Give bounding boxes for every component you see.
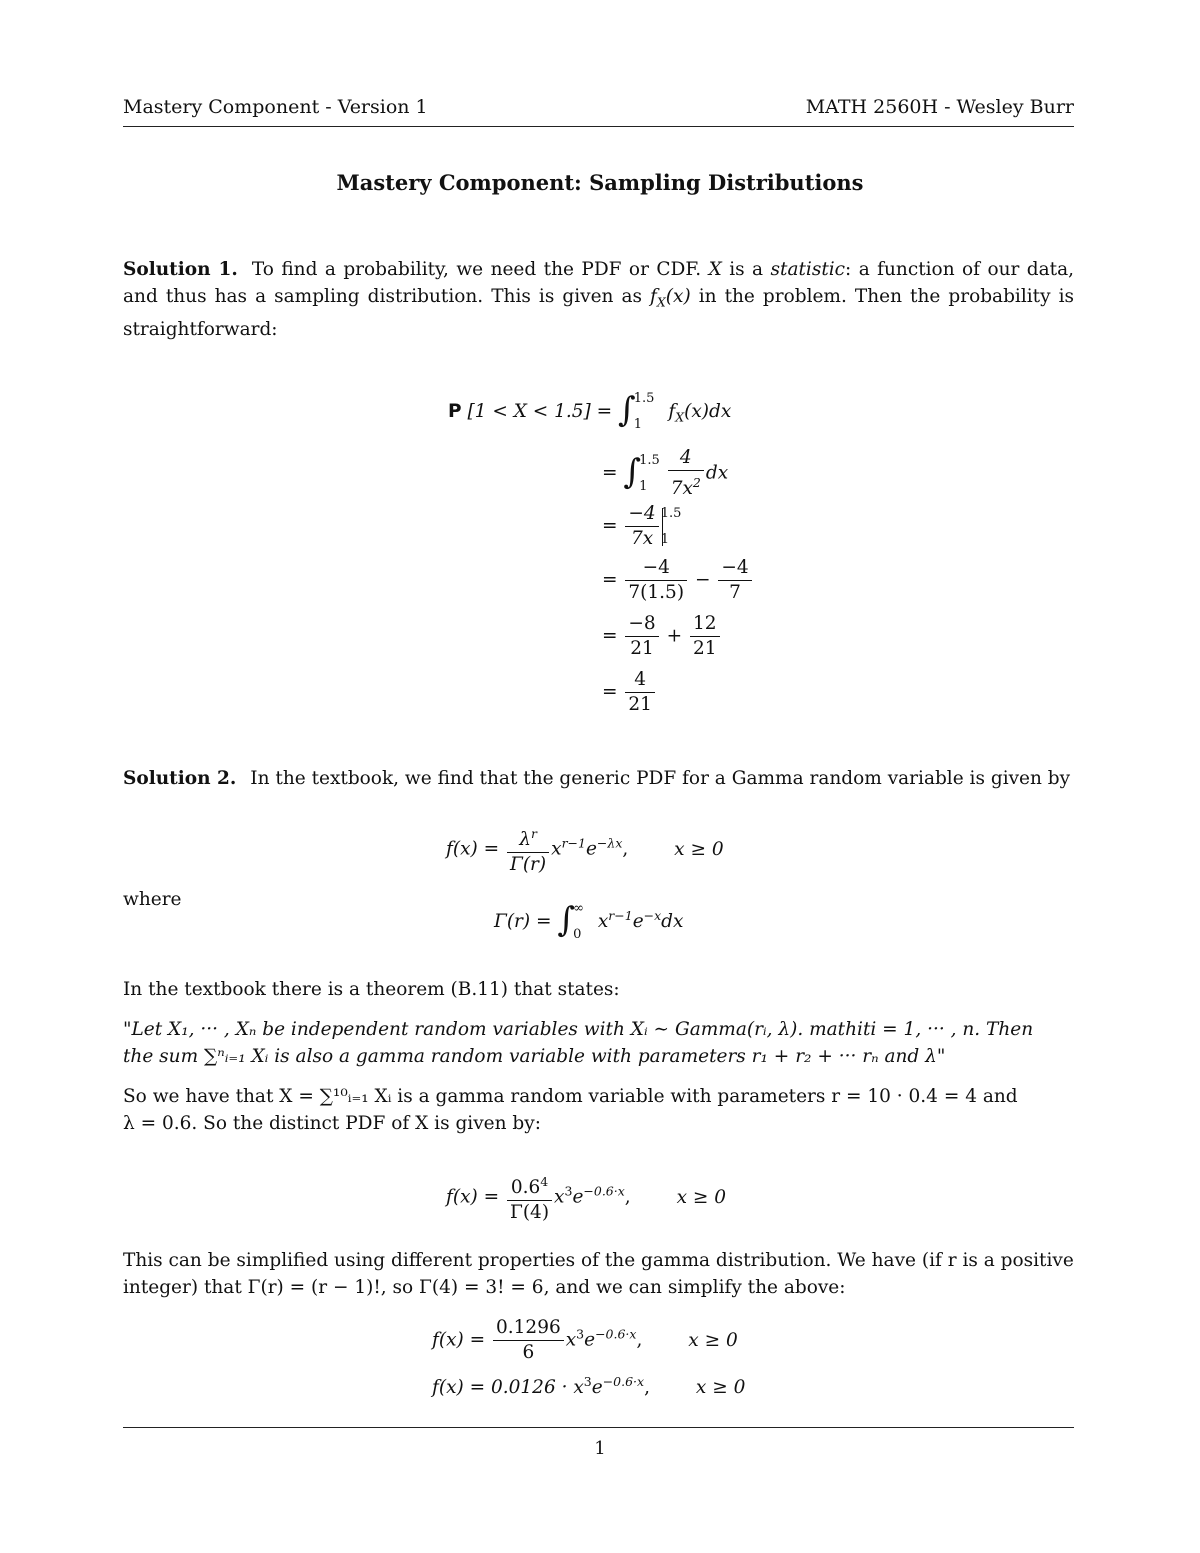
pdf-x-equation: [446, 1170, 726, 1225]
pdf2-comma: ,: [624, 1186, 631, 1208]
pdf-x-exp: r−1: [561, 835, 586, 851]
frac-num: −4: [625, 556, 687, 581]
solution1-equation-block: [0, 392, 1200, 722]
eq-row-6: [602, 668, 657, 717]
pdf-fraction: [507, 822, 549, 877]
frac-den: 7x: [630, 528, 654, 549]
frac-num-text: λ: [519, 829, 531, 851]
solution1-text-d: in the problem. Then the probability is straightforward:: [123, 286, 1075, 340]
frac-num: −4: [625, 502, 658, 527]
eq-p: P: [448, 401, 462, 422]
int-upper: 1.5: [633, 391, 655, 406]
pdf-comma: ,: [622, 838, 629, 860]
int-upper: 1.5: [639, 452, 660, 468]
frac-num-exp: r: [530, 826, 537, 841]
plus-sign: +: [666, 625, 683, 647]
row1-tail: (x)dx: [684, 401, 732, 422]
so-line-1: So we have that X = ∑¹⁰ᵢ₌₁ Xᵢ is a gamma random variable with parameters r = 10 · 0.4 = 4 and: [123, 1086, 1018, 1107]
integral-limits: [634, 392, 655, 432]
solution1-fx: f: [650, 286, 657, 307]
gamma-function-equation: [494, 902, 683, 942]
minus-sign: −: [694, 569, 711, 591]
pdf3-x: x: [565, 1329, 577, 1351]
pdf-condition: x ≥ 0: [674, 838, 724, 860]
frac-den: 7: [729, 582, 741, 603]
frac-den: 21: [692, 638, 717, 659]
simplify-line-1: This can be simplified using different properties of the gamma distribution. We have (if r is a positive: [123, 1250, 1074, 1271]
solution1-x: X: [708, 259, 722, 280]
pdf2-condition: x ≥ 0: [676, 1186, 727, 1208]
integral-icon: ∫: [618, 390, 636, 430]
frac-den: 6: [522, 1342, 535, 1363]
frac-den: Γ(4): [510, 1202, 550, 1224]
integral-icon: ∫: [557, 900, 576, 940]
pdf2-x: x: [554, 1186, 565, 1208]
row5-fraction-1: [625, 612, 658, 661]
row1-sub: X: [675, 409, 685, 425]
solution1-statistic: statistic: [770, 259, 846, 280]
int-upper: ∞: [573, 901, 584, 916]
pdf3-e: e: [584, 1329, 596, 1351]
eq-sign: =: [602, 681, 618, 703]
pdf4-condition: x ≥ 0: [695, 1377, 746, 1399]
eq-row-5: [602, 612, 722, 661]
frac-num: −4: [718, 556, 751, 581]
frac-den-exp: 2: [692, 475, 701, 490]
row6-fraction: [625, 668, 655, 717]
pdf4-comma: ,: [644, 1377, 650, 1399]
frac-num: 0.1296: [493, 1316, 564, 1341]
eq-sign: =: [602, 625, 618, 647]
row5-fraction-2: [690, 612, 720, 661]
theorem-line-2: the sum ∑ⁿᵢ₌₁ Xᵢ is also a gamma random variable with parameters r₁ + r₂ + ··· rₙ and λ": [123, 1046, 946, 1067]
row2-fraction: [668, 446, 704, 501]
pdf-lhs: f(x) =: [446, 838, 500, 860]
pdf2-fraction: [507, 1170, 552, 1225]
solution1-paragraph: [123, 256, 1074, 343]
frac-den-text: 7x: [670, 478, 693, 500]
integral-icon: ∫: [623, 451, 642, 492]
solution2-intro: In the textbook, we find that the generic PDF for a Gamma random variable is given by: [250, 768, 1071, 789]
eval-limits: [661, 507, 682, 547]
eq-row-4: [602, 556, 754, 605]
theorem-intro: In the textbook there is a theorem (B.11) that states:: [123, 979, 620, 1000]
solution2-paragraph: [123, 765, 1074, 792]
frac-den: 7(1.5): [628, 582, 685, 603]
pdf4-e: e: [591, 1377, 603, 1399]
page-title: Mastery Component: Sampling Distributions: [336, 170, 864, 195]
gamma-lhs: Γ(r) =: [494, 911, 552, 932]
frac-num: 4: [668, 446, 704, 471]
row3-fraction: [625, 502, 658, 551]
frac-num: 4: [625, 668, 655, 693]
eval-upper: 1.5: [660, 505, 682, 521]
so-line-2: λ = 0.6. So the distinct PDF of X is given by:: [123, 1113, 541, 1134]
pdf-simplified-1: [432, 1316, 738, 1365]
frac-den: [668, 471, 704, 501]
pdf3-comma: ,: [636, 1329, 643, 1351]
solution1-text-b: is a: [721, 259, 771, 280]
integral-limits: [639, 454, 660, 494]
solution2-label: Solution 2.: [123, 768, 237, 789]
pdf3-e-exp: −0.6·x: [595, 1326, 637, 1342]
solution1-fx-arg: (x): [665, 286, 691, 307]
frac-num: −8: [625, 612, 658, 637]
eq-sign: =: [602, 462, 618, 484]
pdf-e: e: [585, 838, 597, 860]
footer-rule: [123, 1427, 1074, 1428]
eq-sign: =: [602, 569, 618, 591]
eq-row-1: [448, 392, 731, 432]
pdf3-condition: x ≥ 0: [688, 1329, 738, 1351]
pdf4-lhs: f(x) = 0.0126 · x: [432, 1377, 584, 1399]
frac-den: 21: [628, 694, 652, 715]
header-left: Mastery Component - Version 1: [123, 96, 428, 118]
eq-row-3: [602, 502, 681, 551]
pdf-e-exp: −λx: [596, 835, 623, 851]
pdf3-lhs: f(x) =: [432, 1329, 486, 1351]
pdf-simplified-2: [432, 1374, 745, 1398]
page-number: 1: [594, 1438, 606, 1459]
solution1-fx-sub: X: [656, 294, 666, 310]
gamma-x-exp: r−1: [608, 907, 633, 923]
gamma-pdf-equation: [446, 822, 724, 877]
row4-fraction-2: [718, 556, 751, 605]
solution1-label: Solution 1.: [123, 259, 238, 280]
where-text: where: [123, 889, 182, 910]
header-right: MATH 2560H - Wesley Burr: [805, 96, 1074, 118]
gamma-tail: dx: [661, 911, 684, 932]
pdf2-lhs: f(x) =: [446, 1186, 500, 1208]
row4-fraction-1: [625, 556, 687, 605]
gamma-x: x: [597, 911, 609, 932]
gamma-e: e: [632, 911, 644, 932]
page-header: [123, 96, 1074, 127]
frac-num: [507, 822, 549, 853]
pdf2-x-exp: 3: [564, 1183, 573, 1199]
eval-lower: 1: [660, 531, 669, 547]
int-lower: 0: [573, 927, 582, 942]
row2-tail: dx: [705, 462, 729, 484]
frac-num-text: 0.6: [510, 1177, 541, 1199]
pdf4-e-exp: −0.6·x: [602, 1374, 645, 1389]
pdf-x: x: [551, 838, 562, 860]
eq-row-2: [602, 446, 728, 501]
eq-sign: =: [602, 515, 618, 537]
simplify-line-2: integer) that Γ(r) = (r − 1)!, so Γ(4) = 3! = 6, and we can simplify the above:: [123, 1277, 846, 1298]
frac-num: 12: [690, 612, 720, 637]
row1-f: f: [668, 401, 676, 422]
solution1-text-c: : a function of our data, and thus has a sampling distribution. This is given as: [123, 259, 1075, 307]
frac-num: [507, 1170, 552, 1201]
pdf4-x-exp: 3: [583, 1374, 592, 1389]
eq-lhs: [1 < X < 1.5] =: [467, 401, 613, 422]
pdf3-fraction: [493, 1316, 564, 1365]
int-lower: 1: [633, 417, 643, 432]
frac-num-exp: 4: [540, 1174, 549, 1189]
pdf2-e-exp: −0.6·x: [583, 1183, 625, 1199]
frac-den: Γ(r): [510, 854, 547, 876]
frac-den: 21: [630, 638, 654, 659]
pdf3-x-exp: 3: [576, 1326, 585, 1342]
pdf2-e: e: [572, 1186, 584, 1208]
theorem-line-1: "Let X₁, ··· , Xₙ be independent random variables with Xᵢ ∼ Gamma(rᵢ, λ). mathiti = 1, ··· , n. Then: [123, 1019, 1034, 1040]
int-lower: 1: [639, 478, 648, 494]
solution1-text-a: To find a probability, we need the PDF or CDF.: [251, 259, 709, 280]
gamma-e-exp: −x: [643, 907, 662, 923]
